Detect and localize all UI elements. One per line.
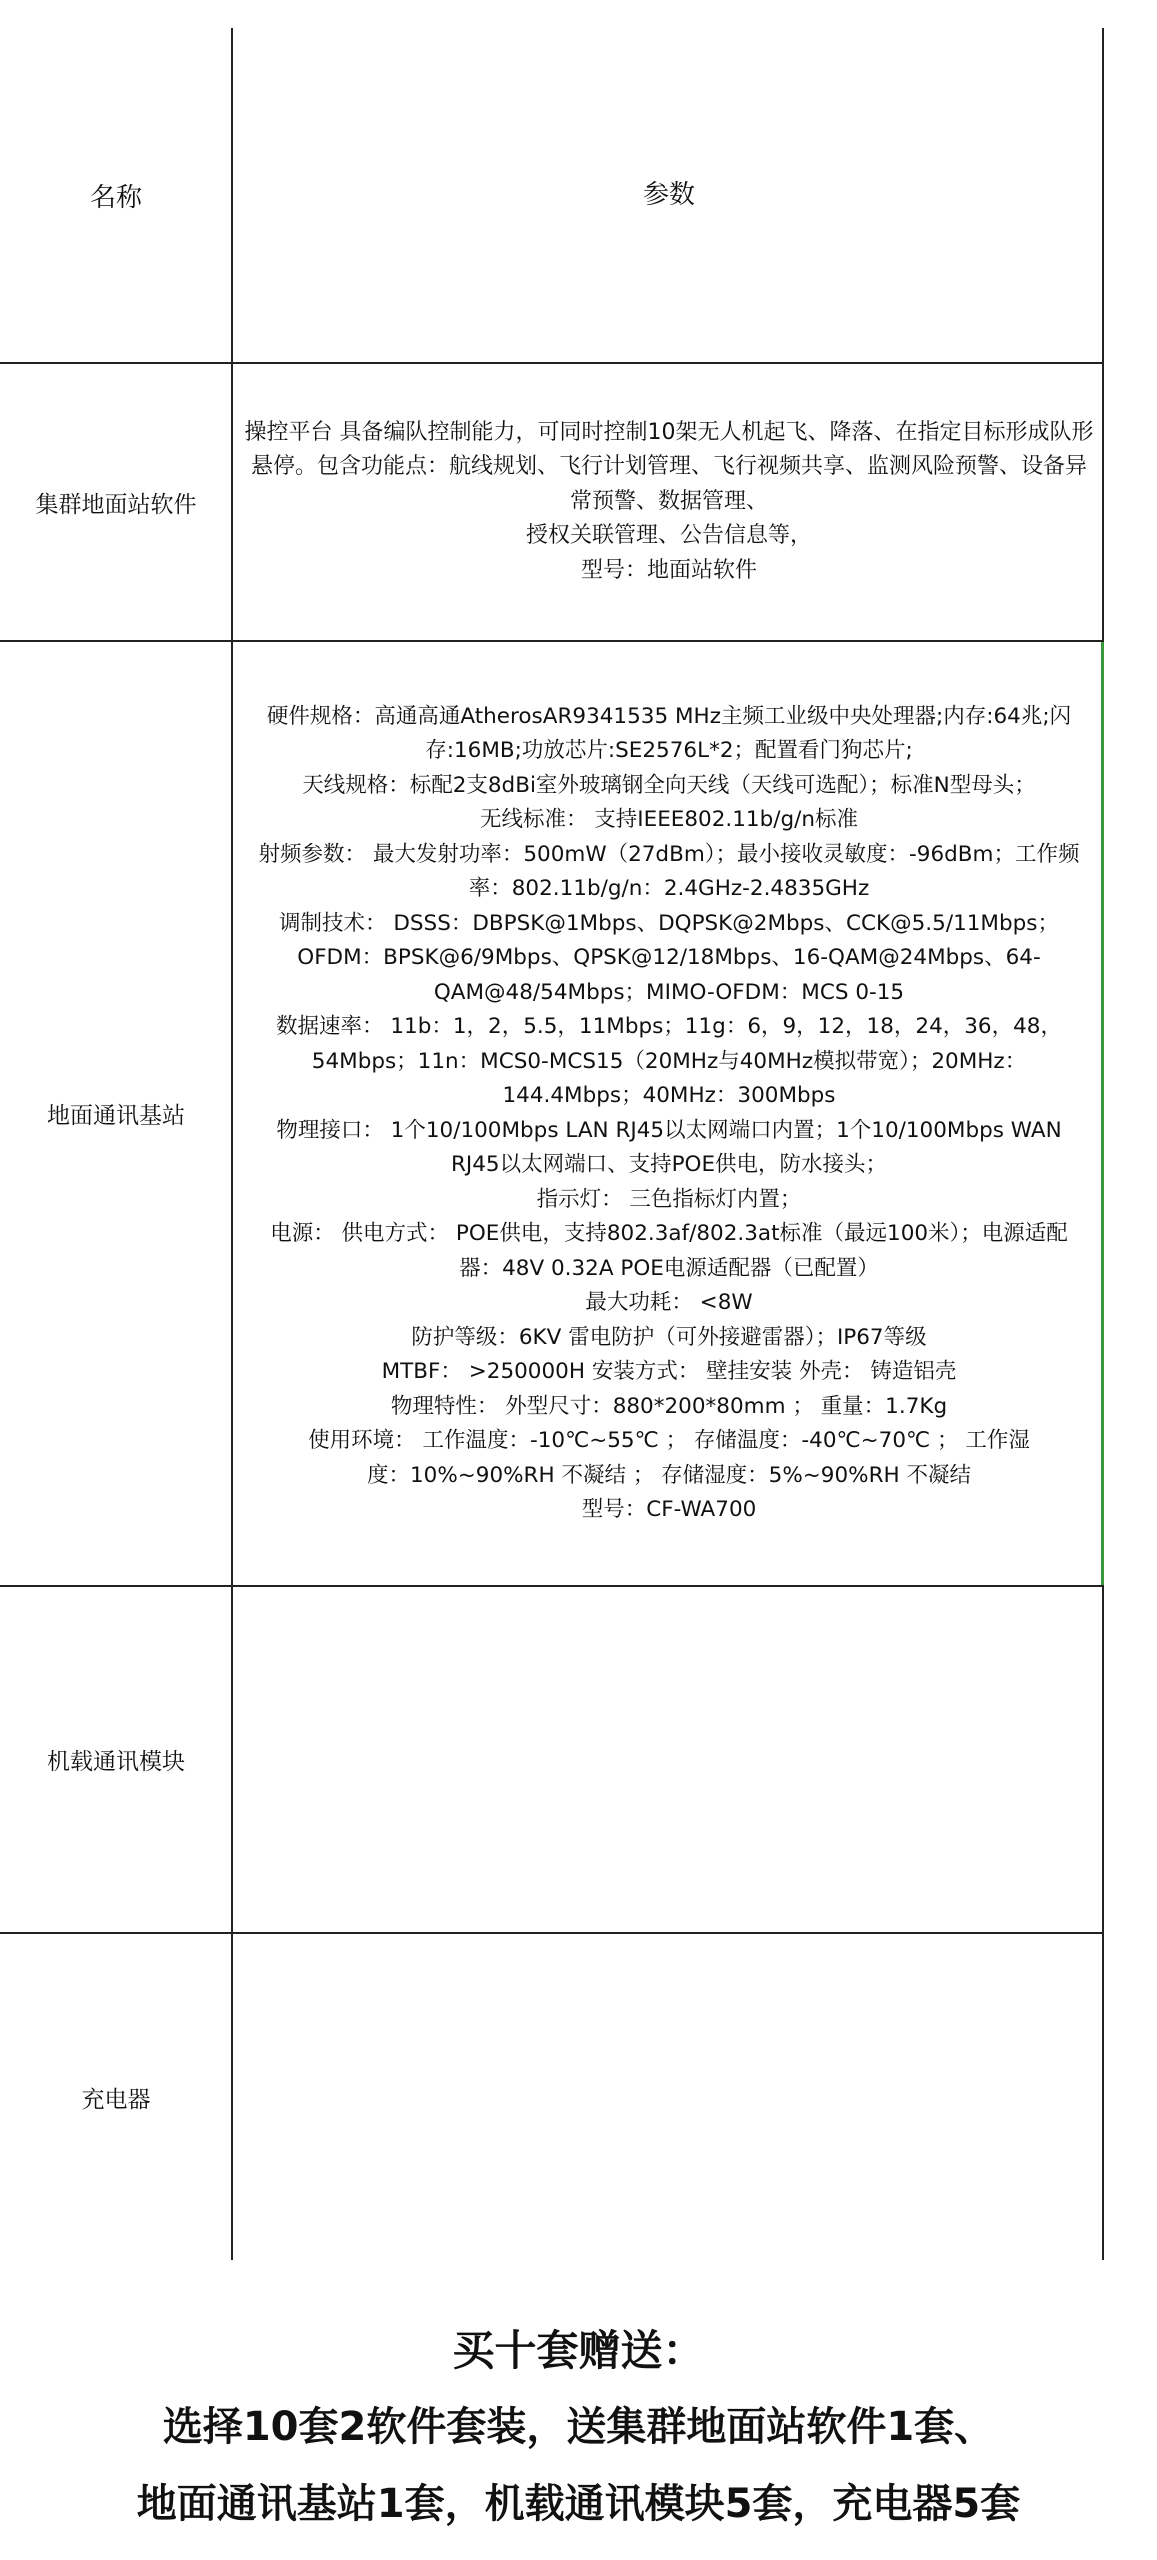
param-line: 防护等级：6KV 雷电防护（可外接避雷器）；IP67等级 <box>411 1324 927 1350</box>
param-line: 54Mbps；11n：MCS0-MCS15（20MHz与40MHz模拟带宽）；20MHz： <box>311 1048 1027 1074</box>
param-line: 存:16MB;功放芯片:SE2576L*2；配置看门狗芯片; <box>425 738 913 763</box>
param-line: 悬停。包含功能点：航线规划、飞行计划管理、飞行视频共享、监测风险预警、设备异 <box>250 454 1087 480</box>
param-line: 率：802.11b/g/n：2.4GHz-2.4835GHz <box>468 876 870 901</box>
param-line: MTBF： >250000H 安装方式： 壁挂安装 外壳： 铸造铝壳 <box>381 1359 957 1384</box>
param-line: 物理特性： 外型尺寸：880*200*80mm ； 重量：1.7Kg <box>390 1393 948 1419</box>
param-line: 指示灯： 三色指标灯内置； <box>536 1186 802 1212</box>
param-line: 器：48V 0.32A POE电源适配器（已配置） <box>459 1255 879 1281</box>
row-params-charger <box>234 1934 1104 2260</box>
param-line: 授权关联管理、公告信息等， <box>525 523 812 549</box>
param-line: 物理接口： 1个10/100Mbps LAN RJ45以太网端口内置；1个10/100Mbps WAN <box>276 1117 1062 1143</box>
param-line: 型号：CF-WA700 <box>581 1497 757 1522</box>
param-line: 操控平台 具备编队控制能力，可同时控制10架无人机起飞、降落、在指定目标形成队形 <box>244 419 1094 445</box>
param-line: RJ45以太网端口、支持POE供电，防水接头； <box>450 1152 888 1177</box>
param-line: 射频参数： 最大发射功率：500mW（27dBm）；最小接收灵敏度：-96dBm；工作频 <box>258 841 1080 867</box>
param-line: 度：10%~90%RH 不凝结 ； 存储湿度：5%~90%RH 不凝结 <box>366 1462 972 1488</box>
param-line: 硬件规格：高通高通AtherosAR9341535 MHz主频工业级中央处理器;内存:64兆;闪 <box>266 703 1072 729</box>
row-name-ground-base-station: 地面通讯基站 <box>47 1103 185 1129</box>
param-line: OFDM：BPSK@6/9Mbps、QPSK@12/18Mbps、16-QAM@24Mbps、64- <box>297 945 1041 970</box>
column-header-params: 参数 <box>642 179 695 210</box>
param-line: 调制技术： DSSS：DBPSK@1Mbps、DQPSK@2Mbps、CCK@5.5/11Mbps； <box>279 910 1059 936</box>
row-name-charger: 充电器 <box>81 2086 151 2113</box>
param-line: 型号：地面站软件 <box>580 557 757 583</box>
row-params-ground-station-software <box>234 364 1104 640</box>
param-line: 数据速率： 11b：1，2，5.5，11Mbps；11g：6，9，12，18，24，36，48， <box>276 1014 1062 1039</box>
row-params-airborne-module <box>234 1587 1104 1932</box>
param-line: 144.4Mbps；40MHz：300Mbps <box>502 1083 836 1108</box>
row-name-ground-station-software: 集群地面站软件 <box>35 491 197 518</box>
column-header-name: 名称 <box>89 182 142 213</box>
param-line: 无线标准： 支持IEEE802.11b/g/n标准 <box>479 807 859 832</box>
param-line: 常预警、数据管理、 <box>569 488 768 514</box>
param-line: 天线规格：标配2支8dBi室外玻璃钢全向天线（天线可选配）；标准N型母头； <box>302 772 1036 798</box>
param-line: QAM@48/54Mbps；MIMO-OFDM：MCS 0-15 <box>433 979 905 1005</box>
row-name-airborne-module: 机载通讯模块 <box>47 1749 185 1775</box>
param-line: 最大功耗： <8W <box>585 1290 753 1315</box>
row-params-ground-base-station <box>234 642 1104 1585</box>
promo-line-2: 地面通讯基站1套，机载通讯模块5套，充电器5套 <box>136 2481 1021 2527</box>
param-line: 电源： 供电方式： POE供电，支持802.3af/802.3at标准（最远100米）；电源适配 <box>270 1221 1068 1246</box>
param-line: 使用环境： 工作温度：-10℃~55℃ ； 存储温度：-40℃~70℃ ； 工作湿 <box>308 1428 1030 1453</box>
promo-title: 买十套赠送： <box>452 2326 705 2375</box>
promo-line-1: 选择10套2软件套装，送集群地面站软件1套、 <box>162 2404 995 2450</box>
